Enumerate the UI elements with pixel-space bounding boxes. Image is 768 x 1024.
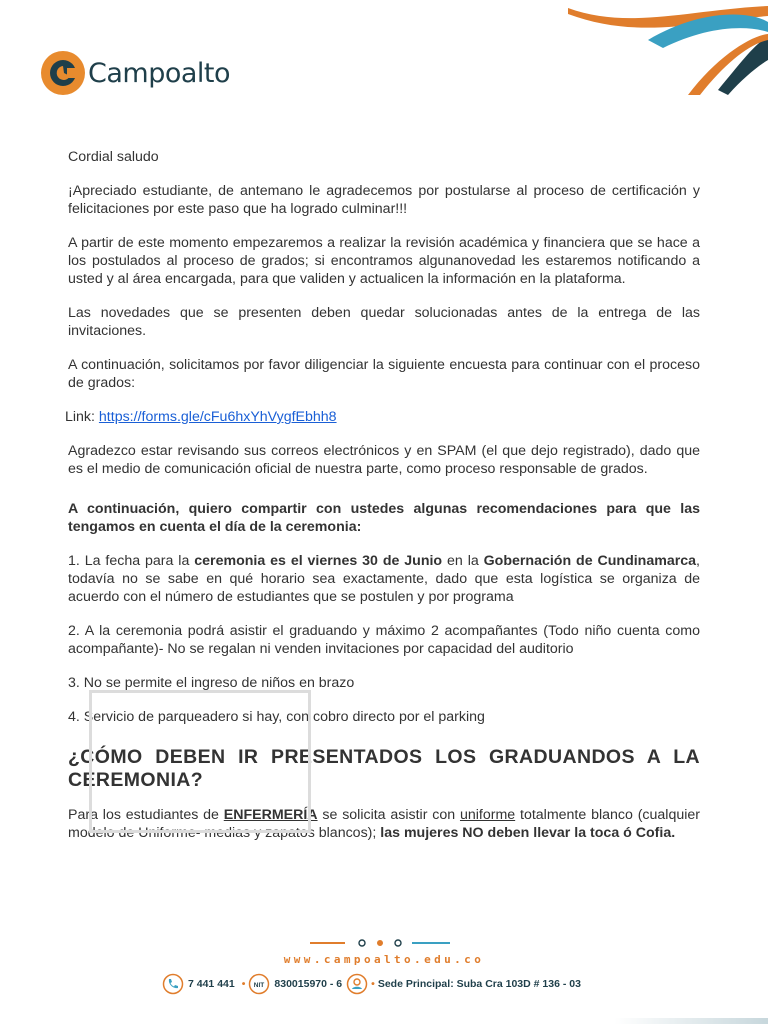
link-label: Link: — [65, 409, 99, 425]
footer-divider-graphic — [0, 937, 768, 951]
item1-venue: Gobernación de Cundinamarca — [483, 553, 697, 569]
footer-phone: 7 441 441 — [188, 978, 235, 990]
footer-contact-info — [162, 973, 581, 995]
item1-ceremony-date: ceremonia es el viernes 30 de Junio — [194, 553, 443, 569]
item1-text-a: 1. La fecha para la — [68, 553, 195, 569]
paragraph-email-notice: Agradezco estar revisando sus correos electrónicos y en SPAM (el que dejo registrado), dado que es el medio de comunicación oficial de nuestra parte, como proceso responsable de grados. — [68, 443, 700, 477]
recommendation-item-2: 2. A la ceremonia podrá asistir el graduando y máximo 2 acompañantes (Todo niño cuenta como acompañante)- No se regalan ni venden invitaciones por capacidad del auditorio — [68, 623, 700, 657]
dress-text-e: totalmente blanco (cualquier modelo de Uniforme- medias y zapatos blancos); — [68, 807, 700, 841]
dress-text-a: Para los estudiantes de — [68, 807, 224, 823]
paragraph-survey: A continuación, solicitamos por favor diligenciar la siguiente encuesta para continuar con el proceso de grados: — [68, 357, 700, 391]
survey-link[interactable]: https://forms.gle/cFu6hxYhVygfEbhh8 — [98, 409, 337, 425]
footer-nit: 830015970 - 6 — [274, 978, 343, 990]
paragraph-intro: ¡Apreciado estudiante, de antemano le agradecemos por postularse al proceso de certificación y felicitaciones por este paso que ha logrado culminar!!! — [68, 183, 700, 217]
footer-website: www.campoalto.edu.co — [283, 953, 485, 966]
campoalto-logo — [40, 50, 230, 96]
item1-text-e: , todavía no se sabe en qué horario sea exactamente, dado que esta logística se organiza de acuerdo con el número de estudiantes que se postulen y por programa — [68, 553, 700, 605]
paragraph-novelties: Las novedades que se presenten deben quedar solucionadas antes de la entrega de las invitaciones. — [68, 305, 700, 339]
nit-icon — [248, 973, 270, 995]
greeting: Cordial saludo — [68, 149, 159, 165]
phone-icon — [162, 973, 184, 995]
footer-separator: • — [241, 978, 246, 990]
dress-uniform: uniforme — [459, 807, 516, 823]
recommendation-item-4: 4. Servicio de parqueadero si hay, con cobro directo por el parking — [68, 709, 485, 725]
footer-separator: • — [371, 978, 375, 990]
footer-address: Sede Principal: Suba Cra 103D # 136 - 03 — [377, 978, 581, 990]
nit-icon-text: NIT — [254, 982, 265, 989]
dress-women-note: las mujeres NO deben llevar la toca ó Cofia. — [380, 825, 676, 841]
campoalto-logo-icon — [40, 50, 86, 96]
dress-program: ENFERMERÍA — [223, 807, 318, 823]
section-title-dress-code: ¿CÓMO DEBEN IR PRESENTADOS LOS GRADUANDOS A LA CEREMONIA? — [68, 746, 700, 791]
paragraph-review: A partir de este momento empezaremos a realizar la revisión académica y financiera que se hace a los postulados al proceso de grados; si encontramos algunanovedad les estaremos notificando a usted y al área encargada, para que validen y actualicen la información en la plataforma. — [68, 235, 700, 287]
header-swoosh-graphic — [568, 0, 768, 95]
overlay-frame — [89, 690, 311, 833]
survey-link-line — [65, 408, 700, 426]
recommendation-item-1 — [68, 552, 700, 606]
logo-wordmark: Campoalto — [88, 57, 231, 89]
dress-text-c: se solicita asistir con — [317, 807, 460, 823]
recommendation-item-3: 3. No se permite el ingreso de niños en brazo — [68, 675, 355, 691]
recommendations-intro: A continuación, quiero compartir con ustedes algunas recomendaciones para que las tengamos en cuenta el día de la ceremonia: — [68, 501, 700, 535]
item1-text-c: en la — [442, 553, 484, 569]
location-icon — [346, 973, 368, 995]
bottom-decorative-strip — [0, 1018, 768, 1024]
